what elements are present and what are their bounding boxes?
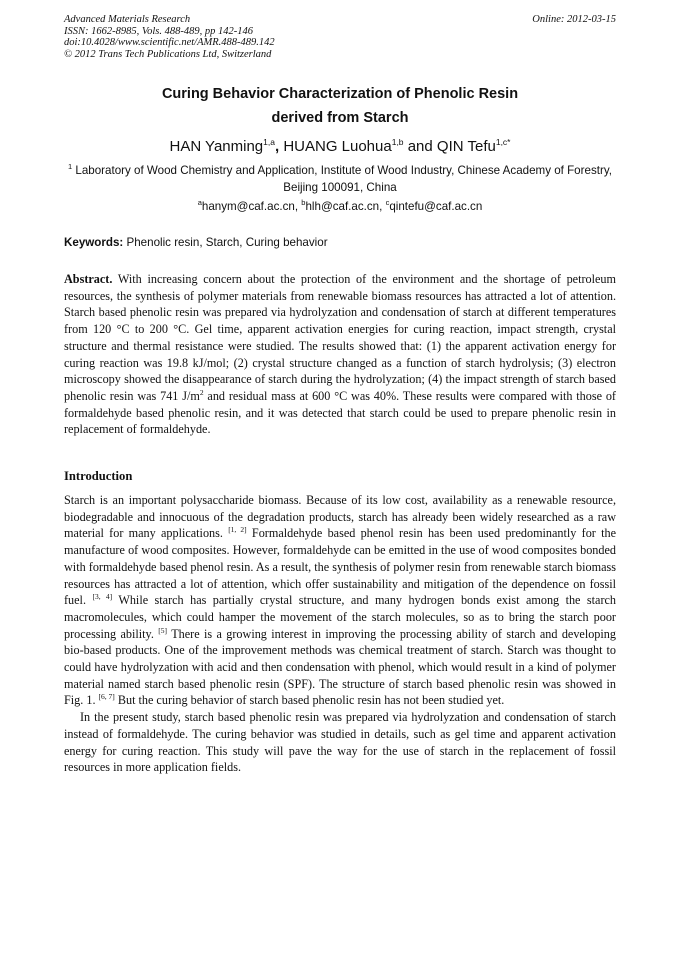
affiliation-text: Laboratory of Wood Chemistry and Application, Institute of Wood Industry, Chinese Academy of Forestry, Beijing 100091, China bbox=[72, 164, 612, 194]
paragraph bbox=[64, 492, 616, 709]
email-mark: a bbox=[197, 198, 202, 207]
title-line-1: Curing Behavior Characterization of Phenolic Resin bbox=[161, 86, 519, 102]
author-list bbox=[64, 137, 616, 157]
doi-line: doi:10.4028/www.scientific.net/AMR.488-489.142 bbox=[64, 37, 275, 49]
paragraph-text: While starch has partially crystal structure, and many hydrogen bonds exist among the starch macromolecules, which could hamper the movement of the starch molecules, so as to bring the starch poor processing ability. bbox=[64, 593, 617, 641]
section-heading-introduction: Introduction bbox=[64, 469, 133, 483]
citation: [1, 2] bbox=[228, 525, 247, 535]
author-emails bbox=[64, 199, 616, 215]
introduction-body bbox=[64, 492, 616, 776]
author-separator: , bbox=[274, 138, 284, 155]
keywords bbox=[64, 235, 616, 251]
online-date: Online: 2012-03-15 bbox=[532, 14, 616, 25]
author-name: HAN Yanming bbox=[169, 138, 264, 155]
abstract-label: Abstract. bbox=[64, 272, 113, 286]
citation: [5] bbox=[158, 625, 168, 635]
email-address: hanym@caf.ac.cn bbox=[201, 200, 295, 213]
affiliation bbox=[64, 163, 616, 196]
author-affiliation-mark: 1,a bbox=[263, 137, 275, 147]
email-mark: c bbox=[385, 198, 390, 207]
paragraph-text: Starch is an important polysaccharide biomass. Because of its low cost, availability as a renewable resource, biodegradable and innocuous of the degradation products, starch has already been widely researched as a raw material for many applications. bbox=[64, 493, 616, 541]
abstract-text-continued: and residual mass at 600 °C was 40%. These results were compared with those of formaldehyde based phenolic resin, and it was detected that starch could be used to prepare phenolic resin in replacement of formaldehyde. bbox=[64, 388, 616, 437]
keywords-text: Phenolic resin, Starch, Curing behavior bbox=[123, 236, 328, 249]
journal-name: Advanced Materials Research bbox=[64, 14, 191, 25]
title-line-2: derived from Starch bbox=[271, 110, 409, 126]
email-separator: , bbox=[379, 200, 386, 213]
paragraph-text: Formaldehyde based phenol resin has been used predominantly for the manufacture of wood composites. However, formaldehyde can be emitted in the use of wood composites bonded with formaldehyde based phenol resin. As a result, the synthesis of polymer resin from renewable starch biomass resources has attracted a lot of attention, which offer sustainability and mitigation of the dependence on fossil fuel. bbox=[64, 526, 617, 608]
email-address: qintefu@caf.ac.cn bbox=[389, 200, 483, 213]
unit-superscript: 2 bbox=[199, 387, 204, 397]
paragraph-text: There is a growing interest in improving the processing ability of starch and developing bio-based products. One of the improvement methods was chemical treatment of starch. Starch was thought to could have hydrolyzation with acid and then condensation with phenol, which would result in a kind of polymer material named starch based phenolic resin (SPF). The structure of starch based phenolic resin was showed in Fig. 1. bbox=[64, 626, 616, 708]
email-address: hlh@caf.ac.cn bbox=[305, 200, 380, 213]
keywords-label: Keywords: bbox=[64, 236, 124, 249]
journal-header bbox=[64, 14, 616, 60]
paragraph: In the present study, starch based phenolic resin was prepared via hydrolyzation and condensation of starch instead of formaldehyde. The curing behavior was studied in details, such as gel time and apparent activation energy for curing reaction. This study will pave the way for the use of starch in the replacement of fossil resources in more application fields. bbox=[64, 710, 616, 775]
email-mark: b bbox=[301, 198, 306, 207]
author-name: HUANG Luohua bbox=[283, 138, 392, 155]
copyright-line: © 2012 Trans Tech Publications Ltd, Switzerland bbox=[64, 48, 272, 60]
paragraph-text: But the curing behavior of starch based phenolic resin has not been studied yet. bbox=[114, 693, 505, 708]
paper-title bbox=[64, 82, 616, 130]
citation: [3, 4] bbox=[92, 592, 113, 602]
issn-line: ISSN: 1662-8985, Vols. 488-489, pp 142-146 bbox=[64, 25, 253, 37]
author-affiliation-mark: 1,c* bbox=[495, 137, 511, 147]
citation: [6, 7] bbox=[98, 692, 115, 702]
affiliation-mark: 1 bbox=[68, 162, 73, 171]
author-separator: and bbox=[403, 138, 437, 155]
abstract bbox=[64, 271, 616, 438]
email-separator: , bbox=[294, 200, 302, 213]
author-affiliation-mark: 1,b bbox=[391, 137, 404, 147]
author-name: QIN Tefu bbox=[436, 138, 496, 155]
abstract-text: With increasing concern about the protection of the environment and the shortage of petroleum resources, the synthesis of polymer materials from renewable biomass resources has attracted a lot of attention. Starch based phenolic resin was prepared via hydrolyzation and condensation of starch at different temperatures from 120 °C to 200 °C. Gel time, apparent activation energies for curing reaction, impact strength, crystal structure and thermal resistance were studied. The results showed that: (1) the apparent activation energy for curing reaction was 19.8 kJ/mol; (2) crystal structure changed as a function of starch hydrolysis; (3) electron microscopy showed the disappearance of starch during the hydrolyzation; (4) the impact strength of starch based phenolic resin was 741 J/m bbox=[64, 272, 616, 403]
